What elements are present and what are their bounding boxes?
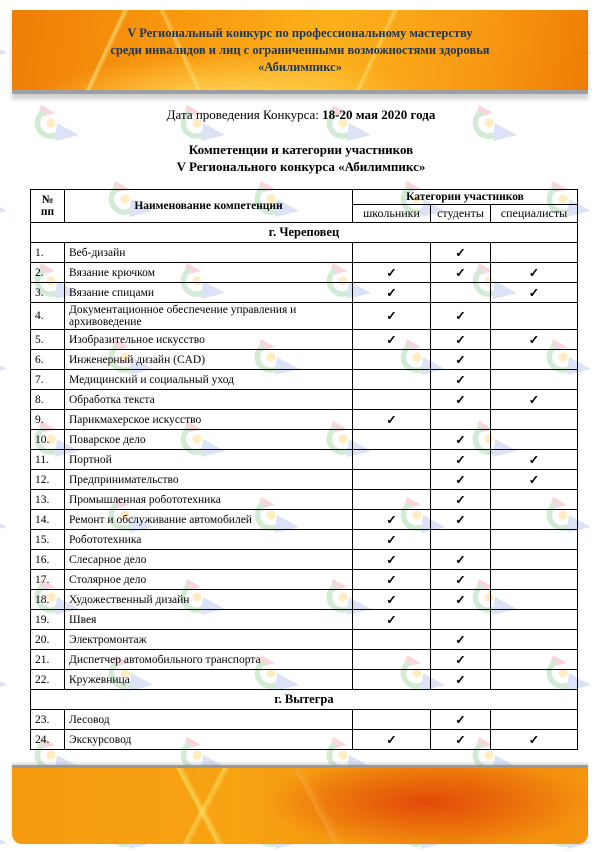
checkmark-cell: ✓ [353, 610, 431, 630]
city-section-row [31, 223, 578, 243]
competency-name: Столярное дело [65, 570, 353, 590]
table-row [31, 590, 578, 610]
checkmark-cell: ✓ [491, 470, 578, 490]
table-row [31, 390, 578, 410]
checkmark-cell: ✓ [431, 243, 491, 263]
table-row [31, 510, 578, 530]
row-number: 1. [31, 243, 65, 263]
row-number: 5. [31, 330, 65, 350]
shaded-empty-cell [353, 450, 431, 470]
competency-name: Электромонтаж [65, 630, 353, 650]
row-number: 6. [31, 350, 65, 370]
shaded-empty-cell [491, 570, 578, 590]
row-number: 19. [31, 610, 65, 630]
shaded-empty-cell [353, 670, 431, 690]
competency-name: Ремонт и обслуживание автомобилей [65, 510, 353, 530]
shaded-empty-cell [491, 350, 578, 370]
row-number: 22. [31, 670, 65, 690]
shaded-empty-cell [431, 530, 491, 550]
checkmark-cell: ✓ [353, 570, 431, 590]
shaded-empty-cell [491, 550, 578, 570]
footer-banner [12, 765, 588, 844]
shaded-empty-cell [491, 530, 578, 550]
shaded-empty-cell [491, 303, 578, 330]
shaded-empty-cell [353, 710, 431, 730]
shaded-empty-cell [491, 670, 578, 690]
header-banner [12, 10, 588, 94]
checkmark-cell: ✓ [353, 590, 431, 610]
checkmark-cell: ✓ [431, 670, 491, 690]
page-title [0, 141, 602, 175]
checkmark-cell: ✓ [491, 330, 578, 350]
event-date-line [0, 107, 602, 123]
competency-table-body [31, 223, 578, 750]
row-number: 2. [31, 263, 65, 283]
shaded-empty-cell [431, 283, 491, 303]
table-row [31, 670, 578, 690]
checkmark-cell: ✓ [491, 263, 578, 283]
checkmark-cell: ✓ [431, 390, 491, 410]
row-number: 4. [31, 303, 65, 330]
checkmark-cell: ✓ [431, 470, 491, 490]
checkmark-cell: ✓ [431, 590, 491, 610]
shaded-empty-cell [491, 430, 578, 450]
row-number: 16. [31, 550, 65, 570]
table-row [31, 710, 578, 730]
checkmark-cell: ✓ [431, 510, 491, 530]
table-header-row-1 [31, 190, 578, 205]
shaded-empty-cell [491, 710, 578, 730]
checkmark-cell: ✓ [353, 330, 431, 350]
table-row [31, 330, 578, 350]
row-number: 11. [31, 450, 65, 470]
checkmark-cell: ✓ [491, 730, 578, 750]
city-section-row [31, 690, 578, 710]
shaded-empty-cell [491, 650, 578, 670]
header-competency: Наименование компетенции [65, 190, 353, 223]
shaded-empty-cell [491, 410, 578, 430]
competency-name: Изобразительное искусство [65, 330, 353, 350]
checkmark-cell: ✓ [353, 530, 431, 550]
competency-table [30, 189, 578, 750]
shaded-empty-cell [491, 370, 578, 390]
page-title-line2: V Регионального конкурса «Абилимпикс» [176, 159, 426, 174]
header-num-line2: пп [40, 206, 55, 218]
table-row [31, 730, 578, 750]
checkmark-cell: ✓ [431, 630, 491, 650]
checkmark-cell: ✓ [353, 263, 431, 283]
competency-name: Диспетчер автомобильного транспорта [65, 650, 353, 670]
competency-name: Кружевница [65, 670, 353, 690]
shaded-empty-cell [353, 470, 431, 490]
shaded-empty-cell [353, 650, 431, 670]
checkmark-cell: ✓ [491, 450, 578, 470]
checkmark-cell: ✓ [431, 430, 491, 450]
checkmark-cell: ✓ [353, 303, 431, 330]
shaded-empty-cell [431, 610, 491, 630]
city-section-label: г. Череповец [31, 223, 578, 243]
checkmark-cell: ✓ [491, 283, 578, 303]
shaded-empty-cell [353, 370, 431, 390]
table-row [31, 650, 578, 670]
table-row [31, 530, 578, 550]
competency-name: Вязание крючком [65, 263, 353, 283]
checkmark-cell: ✓ [431, 263, 491, 283]
shaded-empty-cell [491, 510, 578, 530]
header-categories: Категории участников [353, 190, 578, 205]
table-row [31, 550, 578, 570]
checkmark-cell: ✓ [431, 650, 491, 670]
shaded-empty-cell [353, 390, 431, 410]
shaded-empty-cell [491, 490, 578, 510]
table-row [31, 630, 578, 650]
event-date-value: 18-20 мая 2020 года [322, 107, 436, 122]
competency-name: Документационное обеспечение управления и архивоведение [65, 303, 353, 330]
competency-name: Слесарное дело [65, 550, 353, 570]
table-row [31, 470, 578, 490]
checkmark-cell: ✓ [431, 330, 491, 350]
table-row [31, 450, 578, 470]
row-number: 24. [31, 730, 65, 750]
row-number: 8. [31, 390, 65, 410]
checkmark-cell: ✓ [491, 390, 578, 410]
table-row [31, 263, 578, 283]
table-row [31, 303, 578, 330]
shaded-empty-cell [353, 630, 431, 650]
competency-name: Парикмахерское искусство [65, 410, 353, 430]
banner-line1: V Региональный конкурс по профессиональному мастерству [127, 25, 473, 40]
checkmark-cell: ✓ [353, 550, 431, 570]
event-date-label: Дата проведения Конкурса: [166, 107, 323, 122]
row-number: 20. [31, 630, 65, 650]
table-row [31, 410, 578, 430]
checkmark-cell: ✓ [431, 570, 491, 590]
checkmark-cell: ✓ [431, 450, 491, 470]
header-num-line1: № [41, 194, 54, 206]
table-row [31, 370, 578, 390]
table-row [31, 610, 578, 630]
checkmark-cell: ✓ [353, 730, 431, 750]
table-row [31, 350, 578, 370]
competency-name: Веб-дизайн [65, 243, 353, 263]
banner-line3: «Абилимпикс» [258, 59, 342, 74]
checkmark-cell: ✓ [431, 490, 491, 510]
competency-name: Промышленная робототехника [65, 490, 353, 510]
checkmark-cell: ✓ [353, 510, 431, 530]
shaded-empty-cell [353, 243, 431, 263]
competency-name: Экскурсовод [65, 730, 353, 750]
competency-name: Обработка текста [65, 390, 353, 410]
table-row [31, 570, 578, 590]
row-number: 21. [31, 650, 65, 670]
page-title-line1: Компетенции и категории участников [188, 142, 414, 157]
checkmark-cell: ✓ [431, 550, 491, 570]
checkmark-cell: ✓ [431, 350, 491, 370]
table-row [31, 430, 578, 450]
checkmark-cell: ✓ [353, 283, 431, 303]
competency-name: Вязание спицами [65, 283, 353, 303]
checkmark-cell: ✓ [431, 710, 491, 730]
row-number: 23. [31, 710, 65, 730]
checkmark-cell: ✓ [431, 730, 491, 750]
row-number: 17. [31, 570, 65, 590]
row-number: 12. [31, 470, 65, 490]
competency-name: Лесовод [65, 710, 353, 730]
shaded-empty-cell [353, 350, 431, 370]
row-number: 3. [31, 283, 65, 303]
competency-name: Робототехника [65, 530, 353, 550]
competency-name: Художественный дизайн [65, 590, 353, 610]
row-number: 14. [31, 510, 65, 530]
header-num [31, 190, 65, 223]
row-number: 9. [31, 410, 65, 430]
table-row [31, 490, 578, 510]
shaded-empty-cell [491, 590, 578, 610]
shaded-empty-cell [353, 490, 431, 510]
competency-name: Портной [65, 450, 353, 470]
row-number: 7. [31, 370, 65, 390]
table-row [31, 243, 578, 263]
competency-name: Медицинский и социальный уход [65, 370, 353, 390]
header-specialists: специалисты [491, 205, 578, 223]
row-number: 10. [31, 430, 65, 450]
competency-name: Поварское дело [65, 430, 353, 450]
checkmark-cell: ✓ [431, 370, 491, 390]
competency-name: Предпринимательство [65, 470, 353, 490]
row-number: 13. [31, 490, 65, 510]
shaded-empty-cell [431, 410, 491, 430]
banner-line2: среди инвалидов и лиц с ограниченными возможностями здоровья [110, 42, 490, 57]
competency-name: Швея [65, 610, 353, 630]
checkmark-cell: ✓ [431, 303, 491, 330]
shaded-empty-cell [491, 243, 578, 263]
header-schoolchildren: школьники [353, 205, 431, 223]
row-number: 18. [31, 590, 65, 610]
shaded-empty-cell [491, 630, 578, 650]
checkmark-cell: ✓ [353, 410, 431, 430]
shaded-empty-cell [491, 610, 578, 630]
competency-name: Инженерный дизайн (CAD) [65, 350, 353, 370]
header-students: студенты [431, 205, 491, 223]
row-number: 15. [31, 530, 65, 550]
shaded-empty-cell [353, 430, 431, 450]
table-row [31, 283, 578, 303]
city-section-label: г. Вытегра [31, 690, 578, 710]
